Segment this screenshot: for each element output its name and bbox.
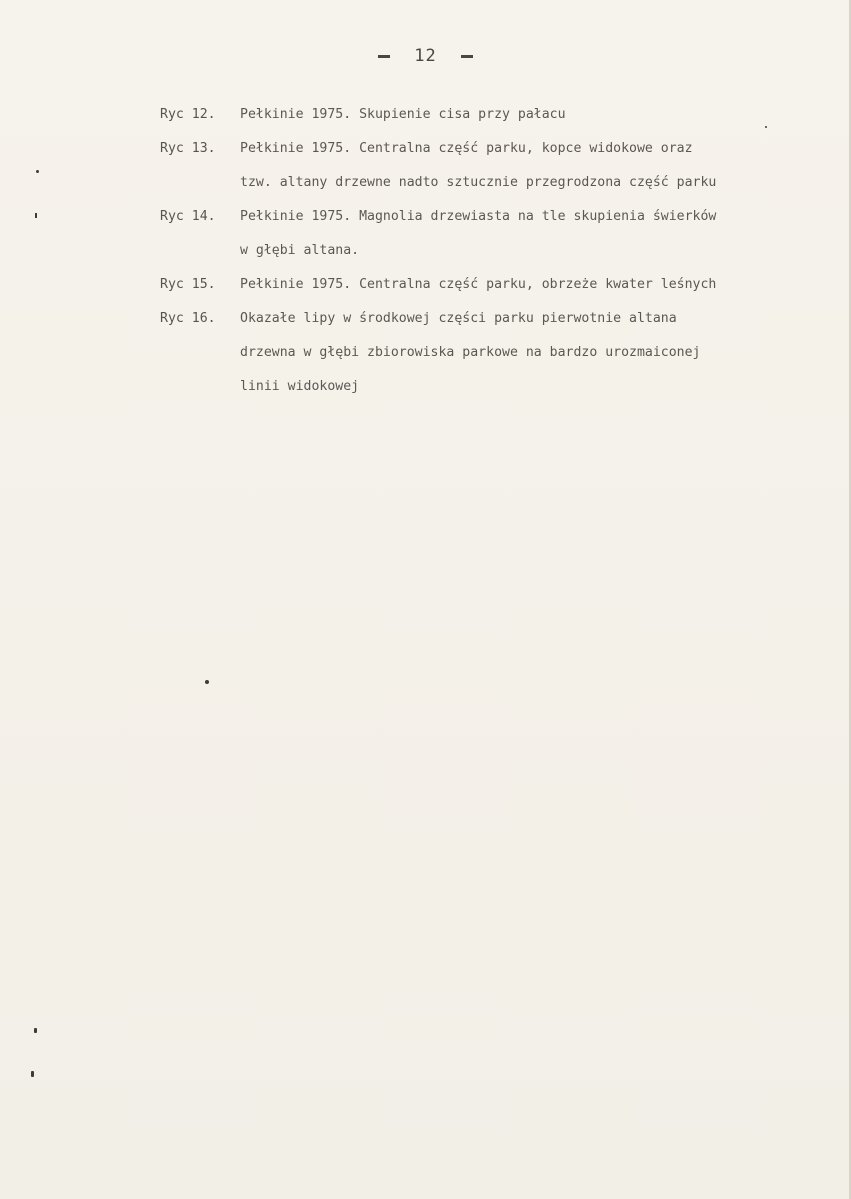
scan-speck: [36, 170, 39, 173]
figure-caption-text: [240, 268, 848, 302]
scan-speck: [205, 680, 209, 684]
figure-caption: [160, 200, 848, 268]
figure-caption: [160, 132, 848, 200]
figure-caption: [160, 302, 848, 404]
figure-caption-line: drzewna w głębi zbiorowiska parkowe na bardzo urozmaiconej: [240, 345, 701, 360]
figure-caption: [160, 98, 848, 132]
figure-caption-label: Ryc 15.: [160, 277, 216, 292]
figure-caption-text: [240, 200, 848, 268]
scan-speck: [31, 1071, 34, 1077]
scan-speck: [34, 1028, 37, 1033]
page-number: [0, 46, 851, 66]
figure-caption-text: [240, 132, 848, 200]
figure-caption-label: Ryc 12.: [160, 107, 216, 122]
page-number-dash-left: [378, 55, 390, 58]
page-number-value: 12: [414, 46, 437, 66]
figure-caption-line: w głębi altana.: [240, 243, 360, 258]
figure-caption-label: Ryc 14.: [160, 209, 216, 224]
figure-caption-line: Pełkinie 1975. Centralna część parku, kopce widokowe oraz: [240, 141, 693, 156]
figure-caption-label: Ryc 13.: [160, 141, 216, 156]
figure-caption-line: linii widokowej: [240, 379, 360, 394]
figure-caption-line: Pełkinie 1975. Magnolia drzewiasta na tle skupienia świerków: [240, 209, 717, 224]
figure-caption-text: [240, 302, 848, 404]
figure-caption-line: tzw. altany drzewne nadto sztucznie przegrodzona część parku: [240, 175, 717, 190]
page-number-dash-right: [461, 55, 473, 58]
scan-speck: [35, 213, 37, 218]
figure-caption-label: Ryc 16.: [160, 311, 216, 326]
figure-caption-line: Pełkinie 1975. Centralna część parku, obrzeże kwater leśnych: [240, 277, 717, 292]
scan-speck: [765, 126, 767, 128]
figure-caption-text: [240, 98, 848, 132]
figure-caption-line: Pełkinie 1975. Skupienie cisa przy pałacu: [240, 107, 566, 122]
figure-caption-line: Okazałe lipy w środkowej części parku pierwotnie altana: [240, 311, 677, 326]
figure-caption-list: [160, 98, 848, 404]
figure-caption: [160, 268, 848, 302]
